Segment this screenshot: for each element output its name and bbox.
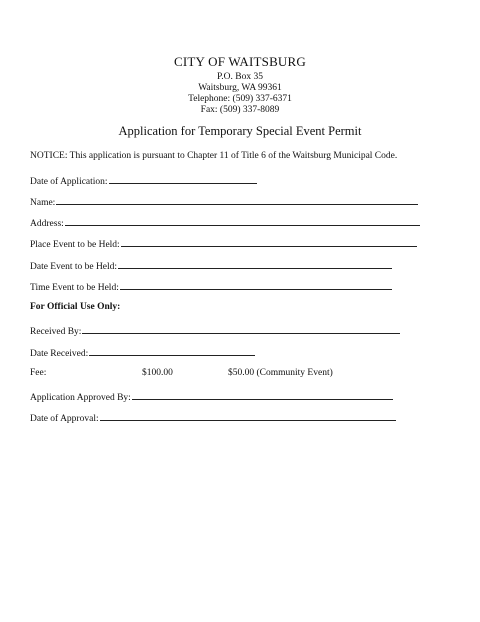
date-of-application-label: Date of Application: <box>30 177 108 187</box>
date-of-application-line[interactable] <box>109 174 257 184</box>
po-box: P.O. Box 35 <box>217 72 263 82</box>
approved-by-label: Application Approved By: <box>30 393 131 403</box>
approved-by-line[interactable] <box>132 390 393 400</box>
name-field[interactable] <box>30 195 418 208</box>
address-line[interactable] <box>65 216 420 226</box>
official-use-heading: For Official Use Only: <box>30 302 121 312</box>
notice-text: NOTICE: This application is pursuant to Chapter 11 of Title 6 of the Waitsburg Municipal Code. <box>30 151 398 161</box>
telephone: Telephone: (509) 337-6371 <box>188 94 292 104</box>
date-event-field[interactable] <box>30 259 392 272</box>
fax: Fax: (509) 337-8089 <box>200 105 280 115</box>
date-event-label: Date Event to be Held: <box>30 262 118 272</box>
fee-label: Fee: <box>30 368 47 378</box>
received-by-label: Received By: <box>30 327 82 337</box>
address-label: Address: <box>30 219 64 229</box>
city-state-zip: Waitsburg, WA 99361 <box>198 83 282 93</box>
date-event-line[interactable] <box>118 259 392 269</box>
place-event-line[interactable] <box>121 237 417 247</box>
time-event-label: Time Event to be Held: <box>30 283 119 293</box>
date-received-line[interactable] <box>89 346 255 356</box>
date-received-label: Date Received: <box>30 349 89 359</box>
place-event-label: Place Event to be Held: <box>30 240 120 250</box>
time-event-line[interactable] <box>120 280 392 290</box>
time-event-field[interactable] <box>30 280 392 293</box>
date-of-approval-line[interactable] <box>100 411 396 421</box>
fee-row <box>30 368 450 382</box>
place-event-field[interactable] <box>30 237 417 250</box>
received-by-line[interactable] <box>82 324 400 334</box>
fee-standard: $100.00 <box>142 368 173 378</box>
fee-community: $50.00 (Community Event) <box>228 368 333 378</box>
address-field[interactable] <box>30 216 420 229</box>
approved-by-field[interactable] <box>30 390 393 403</box>
city-name: CITY OF WAITSBURG <box>174 54 306 69</box>
name-label: Name: <box>30 198 56 208</box>
received-by-field[interactable] <box>30 324 400 337</box>
date-received-field[interactable] <box>30 346 255 359</box>
name-line[interactable] <box>56 195 418 205</box>
form-title: Application for Temporary Special Event Permit <box>118 124 362 138</box>
date-of-approval-label: Date of Approval: <box>30 414 99 424</box>
date-of-approval-field[interactable] <box>30 411 396 424</box>
date-of-application-field[interactable] <box>30 174 257 187</box>
